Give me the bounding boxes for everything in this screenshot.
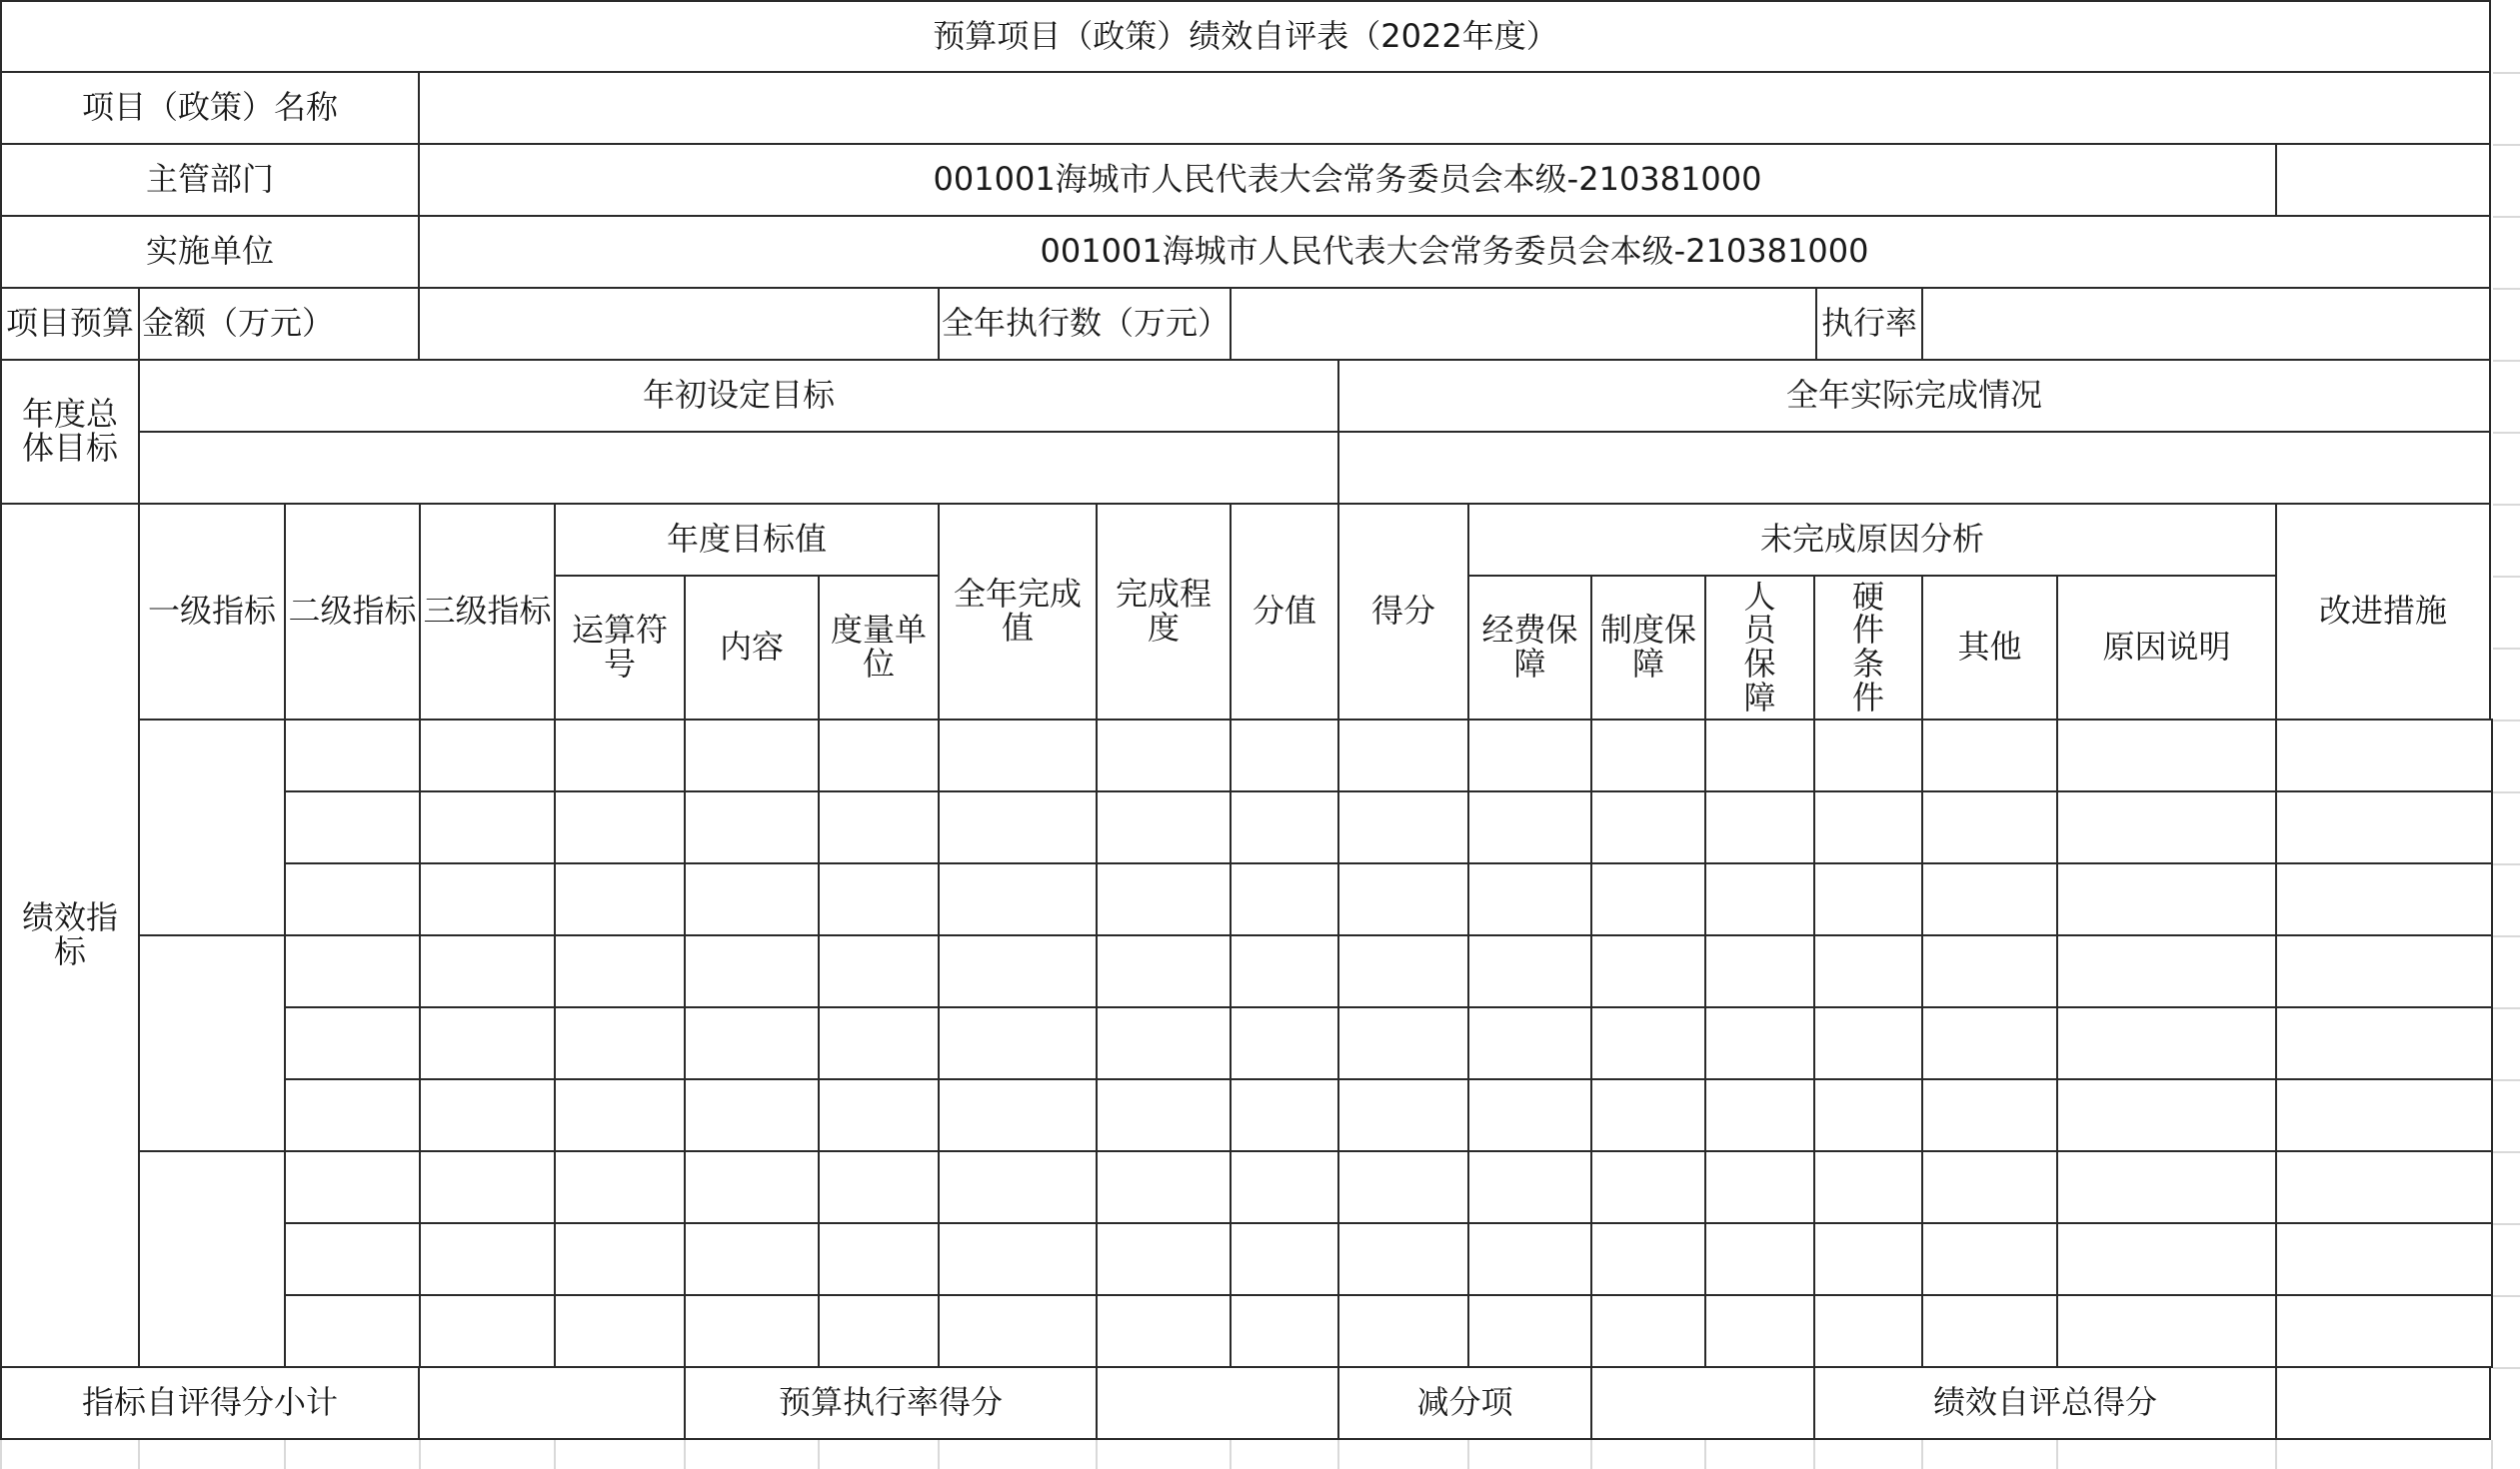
table-cell[interactable]	[1230, 1006, 1339, 1080]
table-cell[interactable]	[419, 934, 556, 1008]
subtotal-label[interactable]: 指标自评得分小计	[0, 1366, 420, 1440]
table-cell[interactable]	[2275, 790, 2493, 864]
gridline	[1467, 1440, 1469, 1469]
table-cell[interactable]	[1921, 1078, 2058, 1152]
table-cell[interactable]	[1813, 1150, 1923, 1224]
table-cell[interactable]	[1704, 1222, 1815, 1296]
table-title[interactable]: 预算项目（政策）绩效自评表（2022年度）	[0, 0, 2491, 73]
level1-indicator-cell[interactable]	[138, 1150, 286, 1368]
amount-label[interactable]: 金额（万元）	[138, 287, 420, 361]
table-cell[interactable]	[938, 1150, 1098, 1224]
table-cell[interactable]	[1096, 719, 1232, 792]
gridline	[2493, 432, 2520, 434]
table-cell[interactable]	[1921, 790, 2058, 864]
actual-completion-label[interactable]: 全年实际完成情况	[1337, 359, 2491, 433]
funding-header[interactable]: 经费保障	[1467, 575, 1592, 721]
table-cell[interactable]	[1813, 1222, 1923, 1296]
table-cell[interactable]	[684, 719, 820, 792]
gridline	[2493, 144, 2520, 146]
gridline	[2493, 1007, 2520, 1009]
table-cell[interactable]	[2275, 1222, 2493, 1296]
table-cell[interactable]	[419, 1150, 556, 1224]
gridline	[138, 1440, 140, 1469]
table-cell[interactable]	[1704, 934, 1815, 1008]
impl-label[interactable]: 实施单位	[0, 215, 420, 289]
content-header[interactable]: 内容	[684, 575, 820, 721]
gridline	[2493, 720, 2520, 722]
gridline	[2493, 504, 2520, 506]
table-cell[interactable]	[938, 719, 1098, 792]
hardware-header[interactable]: 硬件条件	[1813, 575, 1923, 721]
table-cell[interactable]	[554, 790, 686, 864]
project-name-label[interactable]: 项目（政策）名称	[0, 71, 420, 145]
gridline	[1704, 1440, 1706, 1469]
table-cell[interactable]	[554, 1078, 686, 1152]
table-cell[interactable]	[1230, 1294, 1339, 1368]
table-cell[interactable]	[938, 1078, 1098, 1152]
table-cell[interactable]	[2275, 862, 2493, 936]
level1-header[interactable]: 一级指标	[138, 503, 286, 721]
impl-value[interactable]: 001001海城市人民代表大会常务委员会本级-210381000	[418, 215, 2491, 289]
system-header[interactable]: 制度保障	[1590, 575, 1706, 721]
budget-exec-score-value[interactable]	[1096, 1366, 1339, 1440]
table-cell[interactable]	[2275, 1294, 2493, 1368]
table-cell[interactable]	[818, 862, 940, 936]
table-cell[interactable]	[1467, 862, 1592, 936]
table-cell[interactable]	[1096, 1150, 1232, 1224]
reason-desc-header[interactable]: 原因说明	[2056, 575, 2277, 721]
unit-header[interactable]: 度量单位	[818, 575, 940, 721]
table-cell[interactable]	[818, 1006, 940, 1080]
gridline	[1813, 1440, 1815, 1469]
table-cell[interactable]	[284, 1222, 421, 1296]
exec-rate-value[interactable]	[1921, 287, 2491, 361]
table-cell[interactable]	[2275, 1150, 2493, 1224]
table-cell[interactable]	[684, 790, 820, 864]
table-cell[interactable]	[1813, 719, 1923, 792]
table-cell[interactable]	[1590, 790, 1706, 864]
table-cell[interactable]	[419, 719, 556, 792]
table-cell[interactable]	[284, 1078, 421, 1152]
gridline	[2493, 576, 2520, 578]
table-cell[interactable]	[684, 934, 820, 1008]
deduction-value[interactable]	[1590, 1366, 1815, 1440]
gridline	[2493, 1295, 2520, 1297]
gridline	[2493, 1367, 2520, 1369]
subtotal-value[interactable]	[418, 1366, 686, 1440]
table-cell[interactable]	[1590, 1078, 1706, 1152]
annual-exec-label[interactable]: 全年执行数（万元）	[938, 287, 1232, 361]
table-cell[interactable]	[419, 862, 556, 936]
dept-value[interactable]: 001001海城市人民代表大会常务委员会本级-210381000	[418, 143, 2277, 217]
table-cell[interactable]	[554, 1006, 686, 1080]
budget-label[interactable]: 项目预算	[0, 287, 140, 361]
table-cell[interactable]	[1096, 1294, 1232, 1368]
table-cell[interactable]	[1096, 790, 1232, 864]
table-cell[interactable]	[938, 934, 1098, 1008]
table-cell[interactable]	[684, 1078, 820, 1152]
gridline	[2493, 648, 2520, 650]
table-cell[interactable]	[1337, 934, 1469, 1008]
exec-rate-label[interactable]: 执行率	[1815, 287, 1923, 361]
score-header[interactable]: 得分	[1337, 503, 1469, 721]
table-cell[interactable]	[1337, 1006, 1469, 1080]
gridline	[2493, 72, 2520, 74]
table-cell[interactable]	[1921, 1006, 2058, 1080]
project-name-cell[interactable]	[418, 71, 2491, 145]
table-cell[interactable]	[818, 719, 940, 792]
table-cell[interactable]	[2275, 1006, 2493, 1080]
gridline	[818, 1440, 820, 1469]
score-value-header[interactable]: 分值	[1230, 503, 1339, 721]
initial-goals-label[interactable]: 年初设定目标	[138, 359, 1339, 433]
target-group-header[interactable]: 年度目标值	[554, 503, 940, 577]
table-cell[interactable]	[419, 1078, 556, 1152]
gridline	[2491, 1440, 2493, 1469]
table-cell[interactable]	[1230, 1078, 1339, 1152]
gridline	[2493, 288, 2520, 290]
table-cell[interactable]	[1096, 862, 1232, 936]
table-cell[interactable]	[554, 1150, 686, 1224]
table-cell[interactable]	[1337, 1294, 1469, 1368]
gridline	[2056, 1440, 2058, 1469]
table-cell[interactable]	[554, 862, 686, 936]
table-cell[interactable]	[1467, 934, 1592, 1008]
level2-header[interactable]: 二级指标	[284, 503, 421, 721]
annual-goals-label[interactable]: 年度总体目标	[0, 359, 140, 505]
table-cell[interactable]	[2056, 934, 2277, 1008]
table-cell[interactable]	[1590, 719, 1706, 792]
actual-completion-value[interactable]	[1337, 431, 2491, 505]
table-cell[interactable]	[284, 1150, 421, 1224]
table-cell[interactable]	[419, 790, 556, 864]
level1-indicator-cell[interactable]	[138, 719, 286, 936]
table-cell[interactable]	[2275, 1078, 2493, 1152]
initial-goals-value[interactable]	[138, 431, 1339, 505]
table-cell[interactable]	[1590, 1006, 1706, 1080]
table-cell[interactable]	[2056, 1150, 2277, 1224]
table-cell[interactable]	[1921, 719, 2058, 792]
table-cell[interactable]	[684, 862, 820, 936]
table-cell[interactable]	[1096, 934, 1232, 1008]
table-cell[interactable]	[284, 934, 421, 1008]
table-cell[interactable]	[1704, 719, 1815, 792]
table-cell[interactable]	[1704, 1294, 1815, 1368]
table-cell[interactable]	[684, 1006, 820, 1080]
annual-exec-value[interactable]	[1230, 287, 1817, 361]
improvement-header[interactable]: 改进措施	[2275, 503, 2491, 721]
dept-label[interactable]: 主管部门	[0, 143, 420, 217]
gridline	[2493, 1079, 2520, 1081]
budget-exec-score-label[interactable]: 预算执行率得分	[684, 1366, 1098, 1440]
table-cell[interactable]	[1813, 1294, 1923, 1368]
table-cell[interactable]	[1230, 934, 1339, 1008]
table-cell[interactable]	[1467, 1150, 1592, 1224]
table-cell[interactable]	[1704, 1006, 1815, 1080]
table-cell[interactable]	[2056, 719, 2277, 792]
other-header[interactable]: 其他	[1921, 575, 2058, 721]
gridline	[1230, 1440, 1232, 1469]
table-cell[interactable]	[1230, 1150, 1339, 1224]
table-cell[interactable]	[1230, 862, 1339, 936]
level1-indicator-cell[interactable]	[138, 934, 286, 1152]
table-cell[interactable]	[284, 719, 421, 792]
table-cell[interactable]	[2056, 862, 2277, 936]
table-cell[interactable]	[684, 1222, 820, 1296]
table-cell[interactable]	[1230, 1222, 1339, 1296]
gridline	[284, 1440, 286, 1469]
table-cell[interactable]	[419, 1294, 556, 1368]
table-cell[interactable]	[1337, 1078, 1469, 1152]
table-cell[interactable]	[1921, 934, 2058, 1008]
table-cell[interactable]	[1096, 1006, 1232, 1080]
gridline	[2493, 935, 2520, 937]
table-cell[interactable]	[2275, 934, 2493, 1008]
indicators-label[interactable]: 绩效指标	[0, 503, 140, 1368]
gridline	[0, 1440, 2, 1469]
table-cell[interactable]	[1921, 1150, 2058, 1224]
gridline	[2493, 216, 2520, 218]
deduction-label[interactable]: 减分项	[1337, 1366, 1592, 1440]
total-score-value[interactable]	[2275, 1366, 2491, 1440]
table-cell[interactable]	[419, 1006, 556, 1080]
table-cell[interactable]	[818, 790, 940, 864]
table-cell[interactable]	[818, 934, 940, 1008]
table-cell[interactable]	[1704, 862, 1815, 936]
table-cell[interactable]	[284, 790, 421, 864]
personnel-header[interactable]: 人员保障	[1704, 575, 1815, 721]
gridline	[1921, 1440, 1923, 1469]
table-cell[interactable]	[938, 790, 1098, 864]
table-cell[interactable]	[1704, 1078, 1815, 1152]
table-cell[interactable]	[818, 1222, 940, 1296]
table-cell[interactable]	[1467, 1222, 1592, 1296]
table-cell[interactable]	[2275, 719, 2493, 792]
table-cell[interactable]	[1813, 1078, 1923, 1152]
table-cell[interactable]	[284, 862, 421, 936]
table-cell[interactable]	[1337, 1150, 1469, 1224]
dept-extra-cell[interactable]	[2275, 143, 2491, 217]
table-cell[interactable]	[1467, 1294, 1592, 1368]
table-cell[interactable]	[1337, 719, 1469, 792]
gridline	[684, 1440, 686, 1469]
table-cell[interactable]	[284, 1006, 421, 1080]
table-cell[interactable]	[554, 1294, 686, 1368]
table-cell[interactable]	[1921, 862, 2058, 936]
table-cell[interactable]	[1337, 790, 1469, 864]
table-cell[interactable]	[1921, 1294, 2058, 1368]
table-cell[interactable]	[938, 862, 1098, 936]
table-cell[interactable]	[419, 1222, 556, 1296]
gridline	[419, 1440, 421, 1469]
table-cell[interactable]	[684, 1294, 820, 1368]
gridline	[938, 1440, 940, 1469]
table-cell[interactable]	[1467, 1078, 1592, 1152]
table-cell[interactable]	[2056, 1294, 2277, 1368]
gridline	[2493, 1151, 2520, 1153]
table-cell[interactable]	[2056, 1006, 2277, 1080]
table-cell[interactable]	[1813, 934, 1923, 1008]
gridline	[554, 1440, 556, 1469]
table-cell[interactable]	[1813, 790, 1923, 864]
table-cell[interactable]	[684, 1150, 820, 1224]
table-cell[interactable]	[1337, 1222, 1469, 1296]
gridline	[1096, 1440, 1098, 1469]
table-cell[interactable]	[938, 1006, 1098, 1080]
table-cell[interactable]	[554, 719, 686, 792]
table-cell[interactable]	[1096, 1078, 1232, 1152]
table-cell[interactable]	[2056, 1222, 2277, 1296]
table-cell[interactable]	[1590, 1294, 1706, 1368]
table-cell[interactable]	[818, 1294, 940, 1368]
table-cell[interactable]	[1590, 862, 1706, 936]
table-cell[interactable]	[1590, 1222, 1706, 1296]
level3-header[interactable]: 三级指标	[419, 503, 556, 721]
table-cell[interactable]	[1590, 1150, 1706, 1224]
reason-group-header[interactable]: 未完成原因分析	[1467, 503, 2277, 577]
table-cell[interactable]	[1467, 790, 1592, 864]
amount-value[interactable]	[418, 287, 940, 361]
annual-completed-header[interactable]: 全年完成值	[938, 503, 1098, 721]
table-cell[interactable]	[1467, 1006, 1592, 1080]
table-cell[interactable]	[1590, 934, 1706, 1008]
table-cell[interactable]	[1337, 862, 1469, 936]
table-cell[interactable]	[1813, 862, 1923, 936]
table-cell[interactable]	[554, 1222, 686, 1296]
gridline	[1590, 1440, 1592, 1469]
operator-header[interactable]: 运算符号	[554, 575, 686, 721]
gridline	[2493, 863, 2520, 865]
table-cell[interactable]	[938, 1294, 1098, 1368]
table-cell[interactable]	[554, 934, 686, 1008]
table-cell[interactable]	[1230, 719, 1339, 792]
table-cell[interactable]	[1096, 1222, 1232, 1296]
table-cell[interactable]	[818, 1150, 940, 1224]
table-cell[interactable]	[1467, 719, 1592, 792]
gridline	[2493, 791, 2520, 793]
table-cell[interactable]	[818, 1078, 940, 1152]
table-cell[interactable]	[1813, 1006, 1923, 1080]
table-cell[interactable]	[1704, 1150, 1815, 1224]
table-cell[interactable]	[1230, 790, 1339, 864]
table-cell[interactable]	[284, 1294, 421, 1368]
gridline	[2275, 1440, 2277, 1469]
table-cell[interactable]	[2056, 1078, 2277, 1152]
completion-degree-header[interactable]: 完成程度	[1096, 503, 1232, 721]
gridline	[2493, 360, 2520, 362]
table-cell[interactable]	[1704, 790, 1815, 864]
table-cell[interactable]	[2056, 790, 2277, 864]
gridline	[2493, 1223, 2520, 1225]
gridline	[1337, 1440, 1339, 1469]
table-cell[interactable]	[938, 1222, 1098, 1296]
total-score-label[interactable]: 绩效自评总得分	[1813, 1366, 2277, 1440]
table-cell[interactable]	[1921, 1222, 2058, 1296]
